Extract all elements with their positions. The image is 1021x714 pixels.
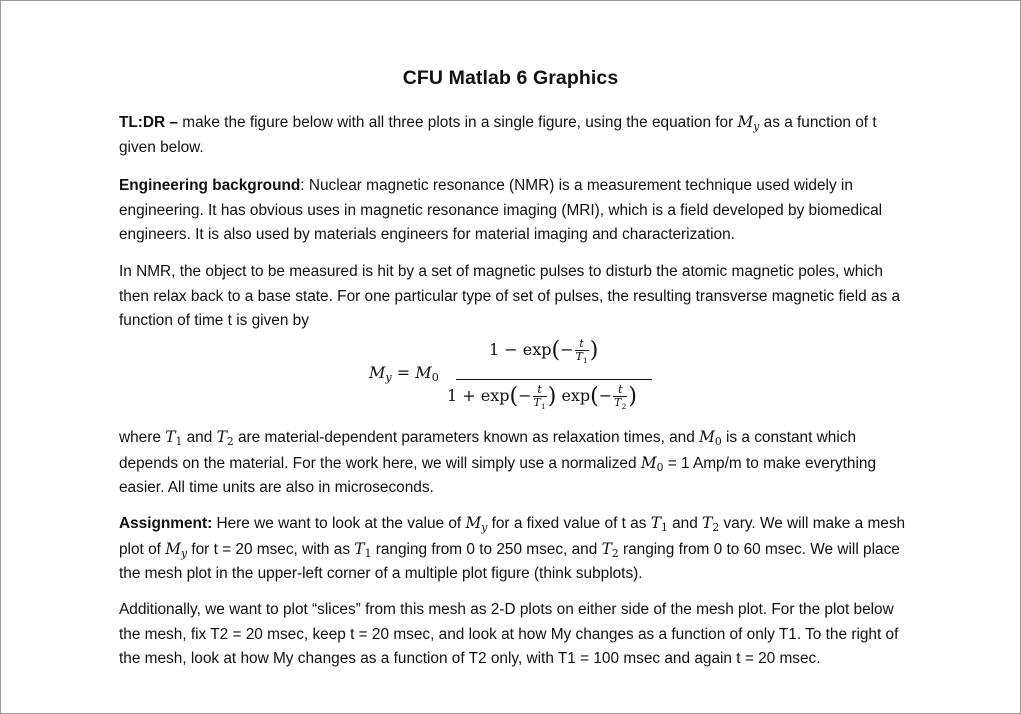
engineering-label: Engineering background — [119, 177, 301, 194]
my-equation — [369, 336, 689, 420]
tldr-text-before: make the figure below with all three plots in a single figure, using the equation for — [178, 114, 738, 131]
additionally-paragraph — [119, 598, 909, 672]
additionally-text: Additionally, we want to plot “slices” from this mesh as 2-D plots on either side of the mesh plot. For the plot below the mesh, fix T2 = 20 msec, keep t = 20 msec, and look at how My changes as a function of only T1. To the right of the mesh, look at how My changes as a function of T2 only, with T1 = 100 msec and again t = 20 msec. — [119, 601, 899, 667]
engineering-text: : Nuclear magnetic resonance (NMR) is a measurement technique used widely in engineering. It has obvious uses in magnetic resonance imaging (MRI), which is a field developed by biomedical engineers. It is also used by materials engineers for material imaging and characterization. — [119, 177, 883, 243]
nmr-text: In NMR, the object to be measured is hit by a set of magnetic pulses to disturb the atomic magnetic poles, which then relax back to a base state. For one particular type of set of pulses, the resulting transverse magnetic field as a function of time t is given by — [119, 263, 901, 329]
equation-lhs: $M_y = M_0$ — [369, 363, 439, 384]
equation-numerator: 1 − exp(− $\frac{t}{T_1}$ ) — [489, 337, 599, 365]
equation-denominator: 1 + exp(− $\frac{t}{T_1}$ ) exp(− $\frac{t}{T_2}$ ) — [447, 383, 638, 411]
tldr-var-sub: y — [753, 120, 760, 133]
tldr-var: M — [737, 113, 754, 131]
equation-fraction-bar — [456, 379, 652, 380]
assignment-paragraph: Assignment: Here we want to look at the value of $M_y$ for a fixed value of t as $T_1$ and $T_2$ vary. We will make a mesh plot of $M_y$ for t = 20 msec, with as $T_1$ ranging from 0 to 250 msec, and $T_2$ ranging from 0 to 60 msec. We will place the mesh plot in the upper-left corner of a multiple plot figure (think subplots). — [119, 514, 906, 582]
assignment-label: Assignment: — [119, 515, 213, 532]
tldr-paragraph — [119, 110, 909, 160]
tldr-text-after: as a function of t given below. — [119, 114, 877, 156]
where-paragraph: where $T_1$ and $T_2$ are material-dependent parameters known as relaxation times, and $M_0$ is a constant which depends on the material. For the work here, we will simply use a normalized $M_0 = 1$ Amp/m to make everything easier. All time units are also in microseconds. — [119, 428, 877, 496]
nmr-paragraph — [119, 260, 909, 334]
page-title: CFU Matlab 6 Graphics — [402, 67, 619, 89]
engineering-paragraph — [119, 174, 909, 248]
tldr-label: TL:DR – — [119, 114, 178, 131]
